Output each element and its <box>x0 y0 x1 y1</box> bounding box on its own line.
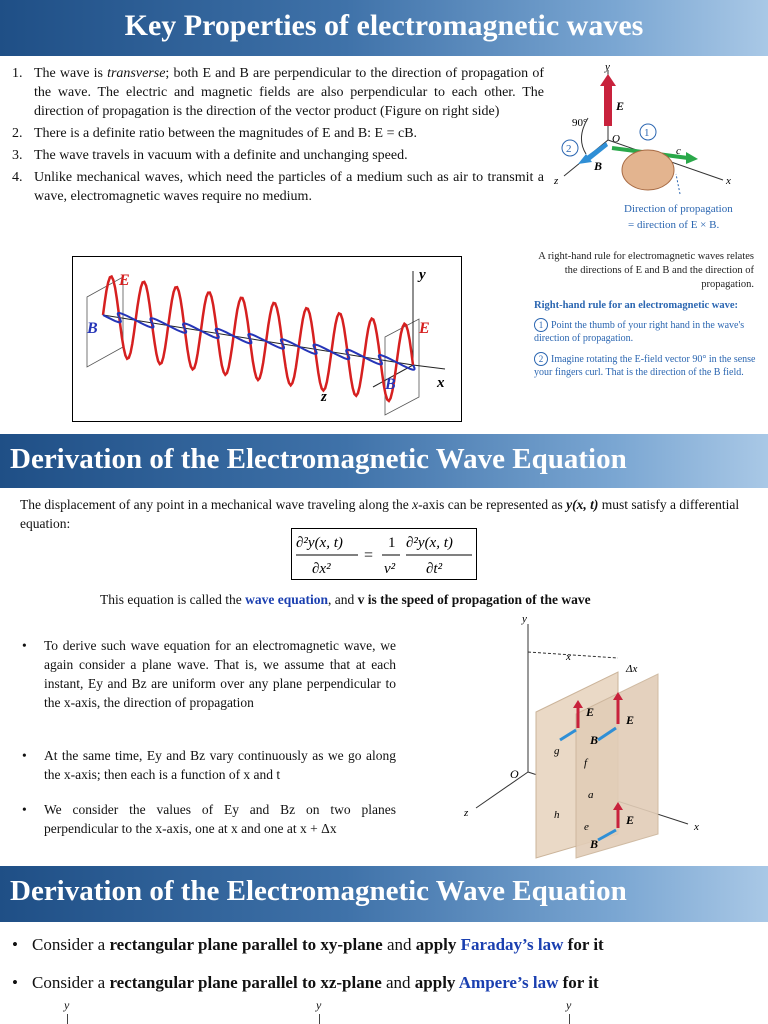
b-field-label: B <box>594 159 603 173</box>
faraday-line: • Consider a rectangular plane parallel to xy-plane and apply Faraday’s law for it <box>12 935 604 954</box>
eq-equals: = <box>364 547 374 564</box>
slide1-title: Key Properties of electromagnetic waves <box>0 0 768 56</box>
fig2-h-label: h <box>554 809 560 821</box>
fig2-e3-label: E <box>626 813 635 827</box>
properties-list <box>12 64 544 209</box>
ampere-line: • Consider a rectangular plane parallel to xz-plane and apply Ampere’s law for it <box>12 973 599 992</box>
wave-y-label: y <box>419 267 426 283</box>
wave-z-label: z <box>321 389 327 405</box>
axis-z-label: z <box>554 175 559 187</box>
fig2-e-label: e <box>584 821 589 833</box>
fig2-x-label: x <box>694 821 699 833</box>
speed-label: c <box>676 145 681 157</box>
fig2-f-label: f <box>584 757 588 769</box>
angle-label: 90° <box>572 117 588 129</box>
wave-b-label-right: B <box>385 376 396 393</box>
slide3-axis-y-2: y <box>316 998 322 1012</box>
eq-lhs-numerator: ∂²y(x, t) <box>296 535 343 551</box>
fig2-g-label: g <box>554 745 560 757</box>
hand-icon <box>622 150 674 190</box>
fig2-b1-label: B <box>590 733 599 747</box>
fig2-y-label: y <box>522 613 527 625</box>
wave-b-label-left: B <box>87 320 98 337</box>
bullet-3: • We consider the values of Ey and Bz on two planes perpendicular to the x-axis, one at x and one at x + Δx <box>22 802 396 836</box>
equation-note: This equation is called the wave equation, and v is the speed of propagation of the wave <box>100 592 591 607</box>
step-one-icon: 1 <box>534 318 548 332</box>
property-1: 1. The wave is transverse; both E and B are perpendicular to the direction of propagation of the wave. The electric and magnetic fields are also perpendicular to each other. The direction of propagation is the direction of the vector product (Figure on right side) <box>12 66 544 119</box>
slide3-axis-y-3: y <box>566 998 572 1012</box>
fig2-z-label: z <box>464 807 469 819</box>
fig2-origin-label: O <box>510 767 519 781</box>
bullet-2: • At the same time, Ey and Bz vary continuously as we go along the x-axis; then each is a function of x and t <box>22 748 396 782</box>
eq-one: 1 <box>388 535 396 551</box>
property-2: 2. There is a definite ratio between the magnitudes of E and B: E = cB. <box>12 126 418 141</box>
step-two-icon: 2 <box>534 352 548 366</box>
slide2-title: Derivation of the Electromagnetic Wave Equation <box>0 434 768 488</box>
e-field-label: E <box>616 99 625 113</box>
fig2-a-label: a <box>588 789 594 801</box>
figure-caption: A right-hand rule for electromagnetic waves relates the directions of E and B and the direction of propagation. <box>538 251 754 290</box>
marker-one-icon: 1 <box>644 127 650 139</box>
wave-equation-box <box>291 528 477 580</box>
fig2-b3-label: B <box>590 837 599 851</box>
right-hand-rule-figure <box>548 58 762 236</box>
em-wave-figure <box>72 256 462 422</box>
rule-step-2: 2 Imagine rotating the E-field vector 90° in the sense your fingers curl. That is the direction of the B field. <box>534 354 756 378</box>
axis-y-label: y <box>605 61 610 73</box>
fig2-xdist-label: x <box>566 651 571 663</box>
direction-label-2: = direction of E × B. <box>628 219 720 231</box>
property-3: 3. The wave travels in vacuum with a definite and unchanging speed. <box>12 148 408 163</box>
wave-e-label-right: E <box>419 320 430 337</box>
wave-e-label-left: E <box>119 272 130 289</box>
e-field-arrowhead <box>600 74 616 86</box>
eq-lhs-denominator: ∂x² <box>312 561 331 577</box>
direction-label: Direction of propagation <box>624 203 733 215</box>
eq-rhs-numerator: ∂²y(x, t) <box>406 535 453 551</box>
intro-paragraph: The displacement of any point in a mechanical wave traveling along the x-axis can be represented as y(x, t) must satisfy a differential equation: <box>20 497 740 531</box>
eq-rhs-denominator: ∂t² <box>426 561 443 577</box>
axis-x-label: x <box>726 175 731 187</box>
fig2-e1-label: E <box>586 705 595 719</box>
property-4: 4. Unlike mechanical waves, which need the particles of a medium such as air to transmit a wave, electromagnetic waves require no medium. <box>12 170 544 204</box>
eq-v2: v² <box>384 561 396 577</box>
fig2-dx-label: Δx <box>626 663 638 675</box>
two-planes-figure <box>458 612 758 862</box>
slide3-axis-y-1: y <box>64 998 70 1012</box>
rule-step-1: 1 Point the thumb of your right hand in the wave's direction of propagation. <box>534 320 745 344</box>
slide3-title: Derivation of the Electromagnetic Wave Equation <box>0 866 768 922</box>
e-field-arrow-shaft <box>604 84 612 126</box>
fig2-e2-label: E <box>626 713 635 727</box>
marker-two-icon: 2 <box>566 143 572 155</box>
bullet-1: • To derive such wave equation for an electromagnetic wave, we again consider a plane wave. That is, we assume that at each instant, Ey and Bz are uniform over any plane perpendicular to the x-axis, the direction of propagation <box>22 638 396 710</box>
rule-title: Right-hand rule for an electromagnetic wave: <box>534 300 739 311</box>
wave-x-label: x <box>437 375 445 391</box>
origin-label: O <box>612 133 620 145</box>
